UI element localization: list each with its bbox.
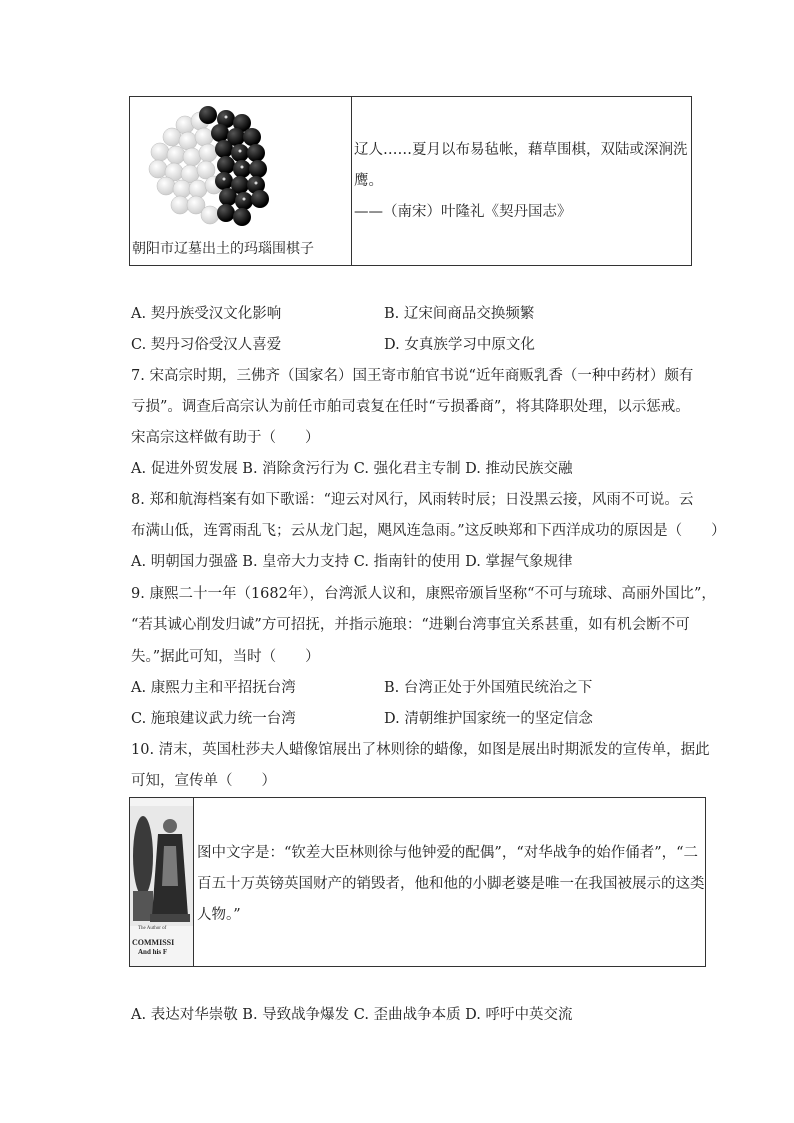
q9-option-b[interactable]: B. 台湾正处于外国殖民统治之下 [384,680,593,696]
poster-text-1: The Author of [138,926,167,931]
figure1-quote-line1: 辽人……夏月以布易毡帐，藉草围棋，双陆或深涧洗鹰。 [354,141,688,189]
q8-stem-line2: 布满山低，连霄雨乱飞；云从龙门起，飓风连急雨。”这反映郑和下西洋成功的原因是（ ） [131,523,726,539]
q9-option-d[interactable]: D. 清朝维护国家统一的坚定信念 [384,711,593,727]
q10-options[interactable]: A. 表达对华崇敬 B. 导致战争爆发 C. 歪曲战争本质 D. 呼吁中英交流 [131,1007,573,1023]
q8-stem-line1: 8. 郑和航海档案有如下歌谣：“迎云对风行，风雨转时辰；日没黑云接，风雨不可说。云 [131,492,694,508]
figure2-image-cell [130,798,194,967]
q9-option-a[interactable]: A. 康熙力主和平招抚台湾 [131,680,296,696]
q9-stem-line1: 9. 康熙二十一年（1682年），台湾派人议和，康熙帝颁旨坚称“不可与琉球、高丽外国比”， [131,586,716,602]
figure2-table [129,797,706,967]
q7-stem-line1: 7. 宋高宗时期，三佛齐（国家名）国王寄市舶官书说“近年商贩乳香（一种中药材）颇有 [131,368,694,384]
q9-stem-line2: “若其诚心削发归诚”方可招抚，并指示施琅：“进剿台湾事宜关系甚重，如有机会断不可 [131,617,690,633]
figure1-caption: 朝阳市辽墓出土的玛瑙围棋子 [132,241,314,257]
q9-option-c[interactable]: C. 施琅建议武力统一台湾 [131,711,296,727]
q6-option-a[interactable]: A. 契丹族受汉文化影响 [131,306,282,322]
figure2-text-line2: 百五十万英镑英国财产的销毁者，他和他的小脚老婆是唯一在我国被展示的这类 [197,876,705,892]
figure2-text-line3: 人物。” [197,907,241,923]
q10-stem-line2: 可知，宣传单（ ） [131,773,276,789]
q7-stem-line3: 宋高宗这样做有助于（ ） [131,430,320,446]
lin-zexu-poster-image [130,798,193,966]
q7-stem-line2: 亏损”。调查后高宗认为前任市舶司袁复在任时“亏损番商”，将其降职处理，以示惩戒。 [131,399,690,415]
q6-option-c[interactable]: C. 契丹习俗受汉人喜爱 [131,337,282,353]
q6-option-b[interactable]: B. 辽宋间商品交换频繁 [384,306,535,322]
q10-stem-line1: 10. 清末，英国杜莎夫人蜡像馆展出了林则徐的蜡像，如图是展出时期派发的宣传单，据此 [131,742,710,758]
q7-options[interactable]: A. 促进外贸发展 B. 消除贪污行为 C. 强化君主专制 D. 推动民族交融 [131,461,573,477]
figure2-text-cell [194,798,706,967]
q8-options[interactable]: A. 明朝国力强盛 B. 皇帝大力支持 C. 指南针的使用 D. 掌握气象规律 [131,554,573,570]
go-stones-icon [130,97,351,237]
figure2-text-line1: 图中文字是：“钦差大臣林则徐与他钟爱的配偶”，“对华战争的始作俑者”，“二 [197,845,699,861]
q6-option-d[interactable]: D. 女真族学习中原文化 [384,337,535,353]
figure1-quote-cell [352,97,692,266]
poster-text-3: And his F [138,948,168,956]
q9-stem-line3: 失。”据此可知，当时（ ） [131,649,320,665]
figure1-quote-line2: ——（南宋）叶隆礼《契丹国志》 [354,203,572,220]
figure1-table [129,96,692,266]
figure-portrait-icon [130,806,193,926]
poster-text-2: COMMISSI [132,938,175,947]
go-stones-image [130,97,351,237]
figure1-image-cell [130,97,352,266]
